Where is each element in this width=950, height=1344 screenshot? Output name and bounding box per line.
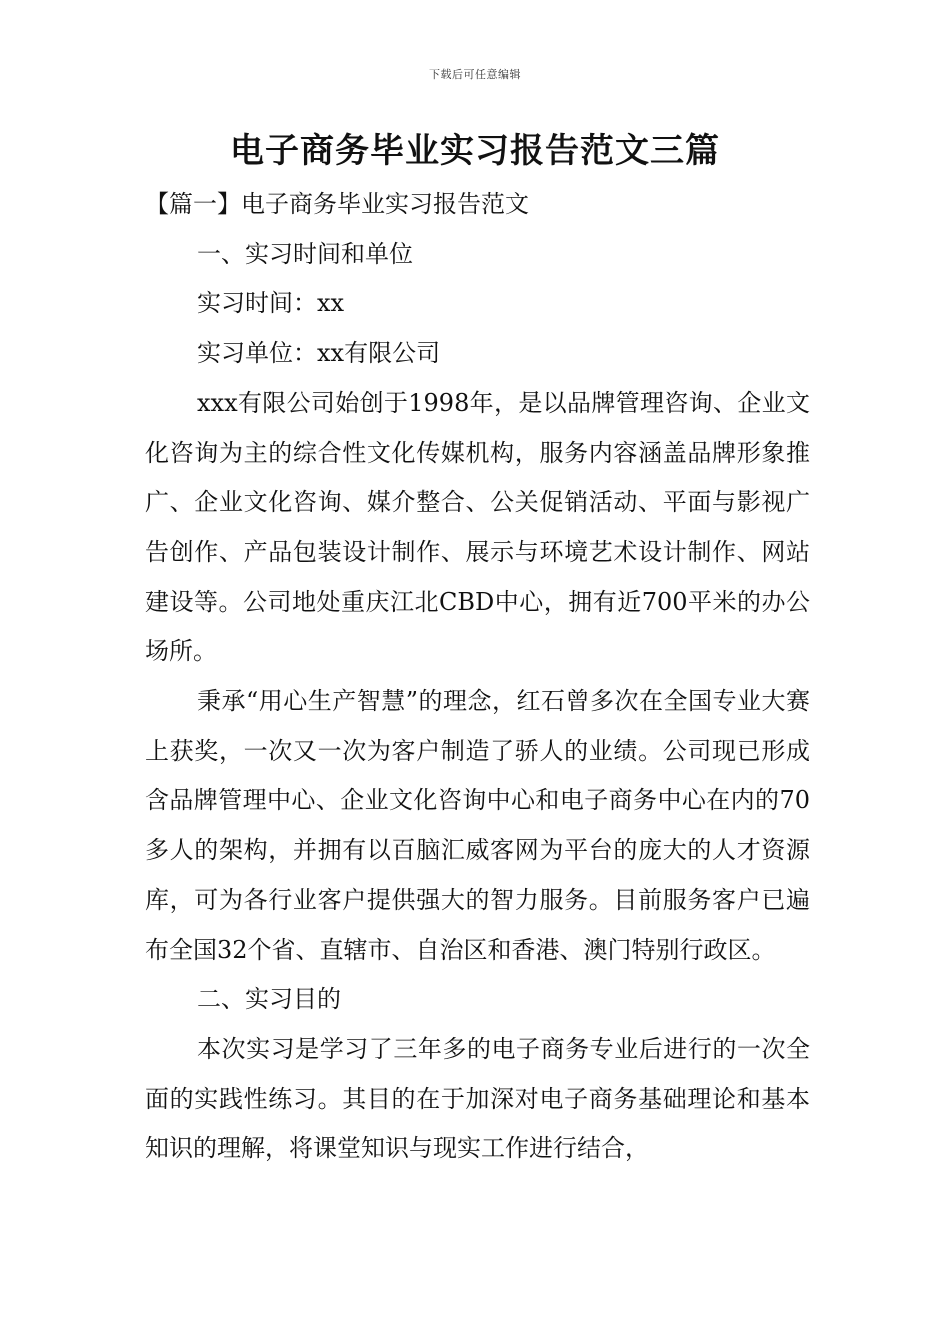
document-body xyxy=(145,180,810,1174)
paragraph-company-philosophy: 秉承“用心生产智慧”的理念，红石曾多次在全国专业大赛上获奖，一次又一次为客户制造了骄人的业绩。公司现已形成含品牌管理中心、企业文化咨询中心和电子商务中心在内的70多人的架构，并拥有以百脑汇威客网为平台的庞大的人才资源库，可为各行业客户提供强大的智力服务。目前服务客户已遍布全国32个省、直辖市、自治区和香港、澳门特别行政区。 xyxy=(145,687,810,964)
paragraph-company-intro: xxx有限公司始创于1998年，是以品牌管理咨询、企业文化咨询为主的综合性文化传媒机构，服务内容涵盖品牌形象推广、企业文化咨询、媒介整合、公关促销活动、平面与影视广告创作、产品包装设计制作、展示与环境艺术设计制作、网站建设等。公司地处重庆江北CBD中心，拥有近700平米的办公场所。 xyxy=(145,388,810,666)
paragraph-internship-purpose: 本次实习是学习了三年多的电子商务专业后进行的一次全面的实践性练习。其目的在于加深对电子商务基础理论和基本知识的理解，将课堂知识与现实工作进行结合， xyxy=(145,1034,810,1163)
paragraph-heading-1: 一、实习时间和单位 xyxy=(197,239,413,268)
paragraph-internship-time: 实习时间：xx xyxy=(197,289,345,318)
header-note: 下载后可任意编辑 xyxy=(429,68,521,81)
section-heading: 【篇一】电子商务毕业实习报告范文 xyxy=(145,190,529,218)
paragraph-internship-unit: 实习单位：xx有限公司 xyxy=(197,339,441,368)
paragraph-heading-2: 二、实习目的 xyxy=(197,985,341,1014)
document-title: 电子商务毕业实习报告范文三篇 xyxy=(230,131,720,171)
